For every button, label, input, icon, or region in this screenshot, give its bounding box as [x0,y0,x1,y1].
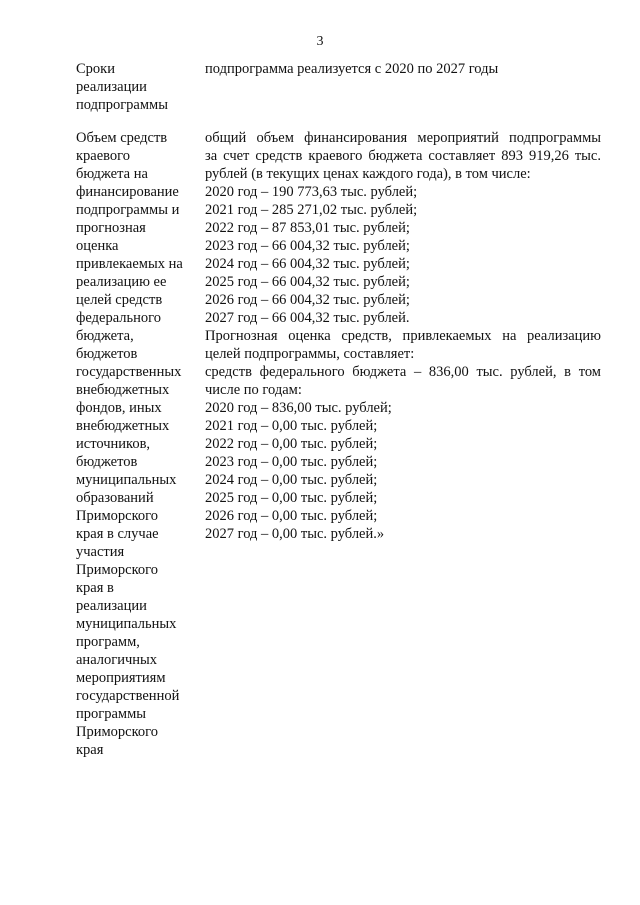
value-line: 2021 год – 285 271,02 тыс. рублей; [205,202,418,218]
value-line: числе по годам: [205,382,302,398]
value-line: 2023 год – 0,00 тыс. рублей; [205,454,378,470]
label-line: оценка [76,238,119,254]
label-line: муниципальных [76,616,177,632]
label-line: реализации [76,79,147,95]
value-line: 2027 год – 0,00 тыс. рублей.» [205,526,385,542]
label-line: подпрограммы и [76,202,180,218]
label-line: программ, [76,634,140,650]
value-line: 2026 год – 0,00 тыс. рублей; [205,508,378,524]
label-line: фондов, иных [76,400,162,416]
label-line: Сроки [76,61,115,77]
row-label [76,129,200,759]
label-line: федерального [76,310,161,326]
row-value [205,129,601,543]
label-line: реализации [76,598,147,614]
label-line: муниципальных [76,472,177,488]
value-line: 2026 год – 66 004,32 тыс. рублей; [205,292,410,308]
label-line: привлекаемых на [76,256,183,272]
value-line: 2020 год – 190 773,63 тыс. рублей; [205,184,418,200]
value-line: 2024 год – 0,00 тыс. рублей; [205,472,378,488]
value-line: 2024 год – 66 004,32 тыс. рублей; [205,256,410,272]
value-line: общий объем финансирования мероприятий подпрограммы [205,130,601,146]
label-line: бюджетов [76,346,138,362]
label-line: подпрограммы [76,97,168,113]
value-line: средств федерального бюджета – 836,00 тыс. рублей, в том [205,364,601,380]
value-line: 2022 год – 87 853,01 тыс. рублей; [205,220,410,236]
label-line: бюджетов [76,454,138,470]
label-line: бюджета, [76,328,134,344]
label-line: государственных [76,364,182,380]
label-line: Приморского [76,508,158,524]
value-line: 2020 год – 836,00 тыс. рублей; [205,400,392,416]
label-line: финансирование [76,184,179,200]
value-line: целей подпрограммы, составляет: [205,346,415,362]
row-value [205,60,601,78]
label-line: бюджета на [76,166,148,182]
value-line: 2023 год – 66 004,32 тыс. рублей; [205,238,410,254]
label-line: целей средств [76,292,163,308]
value-line: Прогнозная оценка средств, привлекаемых на реализацию [205,328,601,344]
label-line: программы [76,706,146,722]
row-label [76,60,200,114]
label-line: края в случае [76,526,159,542]
label-line: государственной [76,688,180,704]
label-line: аналогичных [76,652,157,668]
label-line: внебюджетных [76,382,170,398]
value-line: 2027 год – 66 004,32 тыс. рублей. [205,310,410,326]
label-line: прогнозная [76,220,146,236]
page-number: 3 [316,34,324,49]
label-line: краевого [76,148,130,164]
label-line: Приморского [76,724,158,740]
label-line: образований [76,490,154,506]
value-line: 2025 год – 66 004,32 тыс. рублей; [205,274,410,290]
value-line: рублей (в текущих ценах каждого года), в том числе: [205,166,531,182]
label-line: мероприятиям [76,670,166,686]
label-line: реализацию ее [76,274,167,290]
label-line: участия [76,544,125,560]
label-line: края [76,742,104,758]
value-line: подпрограмма реализуется с 2020 по 2027 годы [205,61,499,77]
value-line: 2021 год – 0,00 тыс. рублей; [205,418,378,434]
label-line: источников, [76,436,151,452]
label-line: края в [76,580,114,596]
value-line: за счет средств краевого бюджета составляет 893 919,26 тыс. [205,148,601,164]
label-line: внебюджетных [76,418,170,434]
label-line: Объем средств [76,130,168,146]
value-line: 2025 год – 0,00 тыс. рублей; [205,490,378,506]
value-line: 2022 год – 0,00 тыс. рублей; [205,436,378,452]
label-line: Приморского [76,562,158,578]
